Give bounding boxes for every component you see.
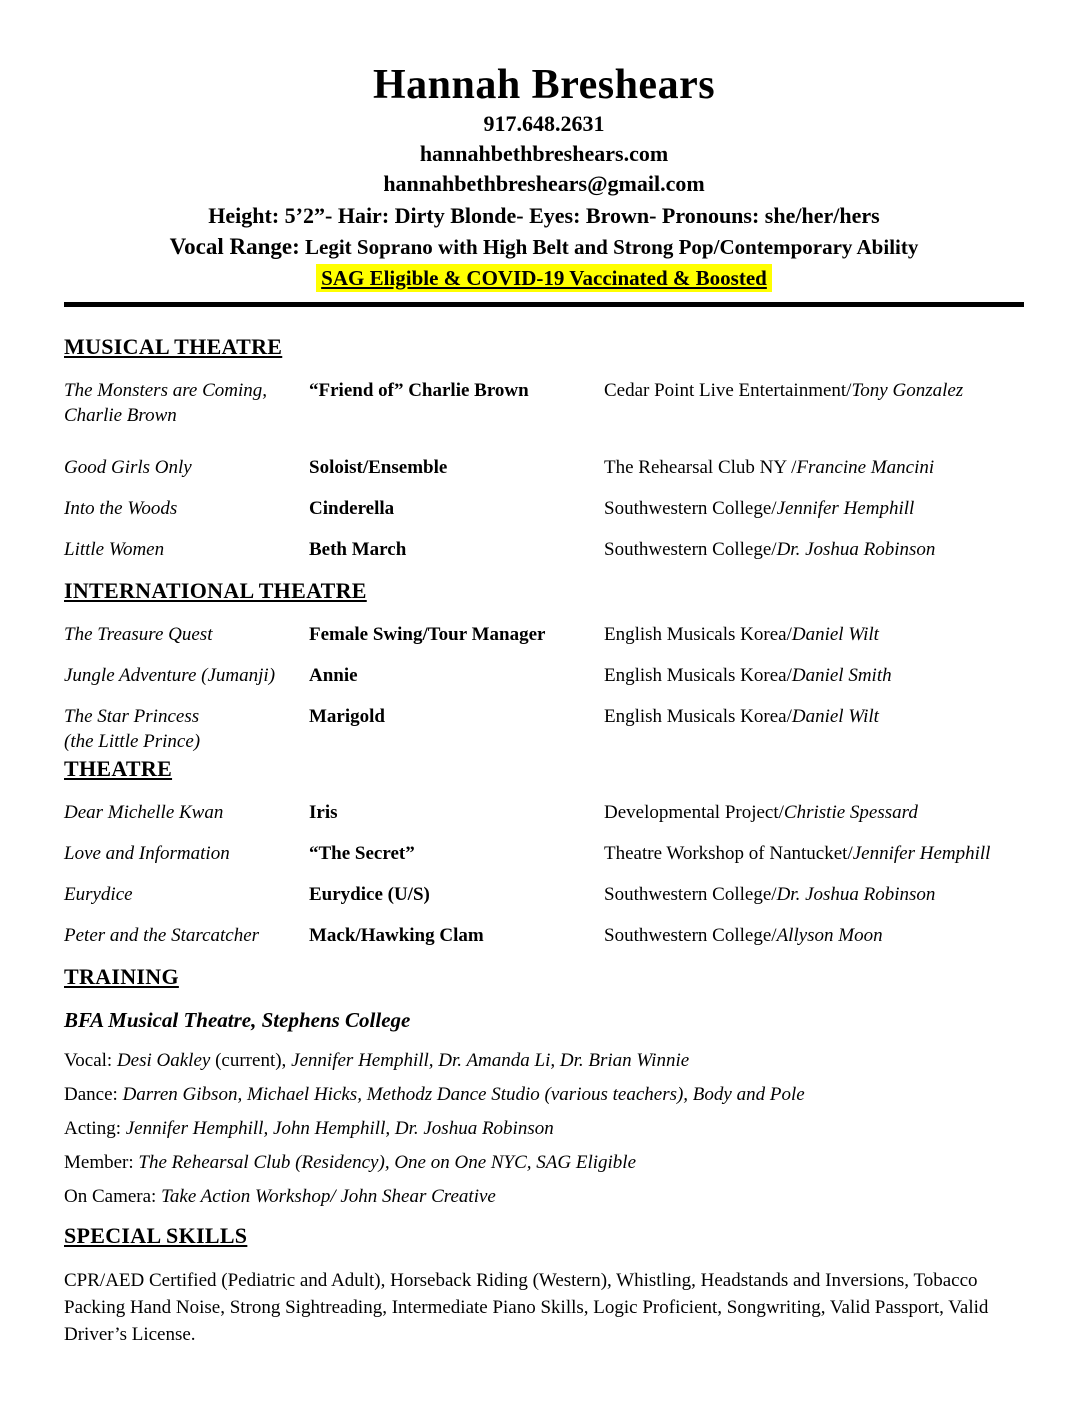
venue: Theatre Workshop of Nantucket/ — [604, 843, 853, 865]
show-title: Jungle Adventure (Jumanji) — [64, 665, 276, 687]
director: Dr. Joshua Robinson — [776, 884, 936, 906]
venue-director — [604, 537, 1024, 562]
vocal-range-line — [64, 232, 1024, 264]
training-names: Jennifer Hemphill, John Hemphill, Dr. Joshua Robinson — [125, 1118, 554, 1140]
role-name: “Friend of” Charlie Brown — [309, 380, 529, 402]
venue: Developmental Project/ — [604, 802, 784, 824]
show-title: The Treasure Quest — [64, 624, 213, 646]
venue-director — [604, 622, 1024, 647]
credit-row — [64, 455, 1024, 480]
role-name: Mack/Hawking Clam — [309, 925, 484, 947]
venue-director — [604, 704, 1024, 754]
credit-row — [64, 663, 1024, 688]
training-line-acting — [64, 1116, 1024, 1141]
section-training — [64, 964, 1024, 1209]
venue-director — [604, 841, 1024, 866]
physical-stats-line: Height: 5’2”- Hair: Dirty Blonde- Eyes: Brown- Pronouns: she/her/hers — [208, 203, 880, 229]
director: Daniel Wilt — [791, 706, 879, 728]
credit-row — [64, 882, 1024, 907]
section-heading-theatre: THEATRE — [64, 756, 173, 782]
venue: Southwestern College/ — [604, 539, 777, 561]
training-names: Darren Gibson, Michael Hicks, Methodz Dance Studio (various teachers), Body and Pole — [122, 1084, 805, 1106]
credit-row — [64, 622, 1024, 647]
training-line-vocal — [64, 1048, 1024, 1073]
venue: Southwestern College/ — [604, 925, 777, 947]
credit-row — [64, 496, 1024, 521]
venue: English Musicals Korea/ — [604, 624, 792, 646]
venue: Southwestern College/ — [604, 884, 777, 906]
training-names: Desi Oakley — [116, 1050, 216, 1072]
show-title: Peter and the Starcatcher — [64, 925, 260, 947]
phone-number: 917.648.2631 — [483, 111, 605, 137]
section-international-theatre — [64, 578, 1024, 754]
venue: The Rehearsal Club NY / — [604, 457, 797, 479]
credit-row — [64, 841, 1024, 866]
role-name: Annie — [309, 665, 358, 687]
credit-row — [64, 800, 1024, 825]
header-divider — [64, 302, 1024, 307]
training-label: Dance: — [64, 1084, 123, 1106]
director: Daniel Wilt — [791, 624, 879, 646]
resume-header — [64, 62, 1024, 307]
venue: English Musicals Korea/ — [604, 706, 792, 728]
director: Christie Spessard — [783, 802, 918, 824]
section-heading-training: TRAINING — [64, 964, 179, 990]
role-name: Soloist/Ensemble — [309, 457, 448, 479]
credit-row — [64, 923, 1024, 948]
section-heading-international-theatre: INTERNATIONAL THEATRE — [64, 578, 367, 604]
venue-director — [604, 800, 1024, 825]
training-names: The Rehearsal Club (Residency), One on One NYC, SAG Eligible — [138, 1152, 637, 1174]
show-line: The Monsters are Coming, — [64, 380, 268, 402]
show-title: Into the Woods — [64, 498, 178, 520]
credit-row — [64, 537, 1024, 562]
venue: Cedar Point Live Entertainment/ — [604, 380, 852, 402]
training-plain: (current), — [215, 1050, 292, 1072]
show-title: Eurydice — [64, 884, 133, 906]
badge-line — [64, 264, 1024, 295]
section-special-skills — [64, 1223, 1024, 1348]
venue-director — [604, 496, 1024, 521]
show-line: Charlie Brown — [64, 405, 177, 427]
show-line: (the Little Prince) — [64, 731, 201, 753]
show-line: The Star Princess — [64, 706, 200, 728]
degree-line: BFA Musical Theatre, Stephens College — [64, 1008, 411, 1033]
venue: Southwestern College/ — [604, 498, 777, 520]
director: Jennifer Hemphill — [852, 843, 991, 865]
show-title: Little Women — [64, 539, 165, 561]
show-title: Dear Michelle Kwan — [64, 802, 224, 824]
training-label: Member: — [64, 1152, 139, 1174]
vocal-range-value: Legit Soprano with High Belt and Strong Pop/Contemporary Ability — [299, 235, 919, 260]
role-name: Beth March — [309, 539, 407, 561]
sag-covid-badge: SAG Eligible & COVID-19 Vaccinated & Boosted — [316, 264, 772, 292]
training-names: Jennifer Hemphill, Dr. Amanda Li, Dr. Brian Winnie — [291, 1050, 690, 1072]
director: Allyson Moon — [776, 925, 883, 947]
venue-director — [604, 663, 1024, 688]
role-name: Cinderella — [309, 498, 395, 520]
training-label: On Camera: — [64, 1186, 162, 1208]
special-skills-text: CPR/AED Certified (Pediatric and Adult), Horseback Riding (Western), Whistling, Headstands and Inversions, Tobacco Packing Hand Noise, Strong Sightreading, Intermediate Piano Skills, Logic Proficient, Songwriting, Valid Passport, Valid Driver’s License. — [64, 1270, 989, 1346]
venue-director — [604, 455, 1024, 480]
director: Tony Gonzalez — [851, 380, 964, 402]
credit-row — [64, 378, 1024, 428]
credit-row — [64, 704, 1024, 754]
training-line-member — [64, 1150, 1024, 1175]
director: Daniel Smith — [791, 665, 892, 687]
section-theatre — [64, 756, 1024, 948]
role-name: Female Swing/Tour Manager — [309, 624, 546, 646]
person-name: Hannah Breshears — [372, 62, 716, 108]
director: Francine Mancini — [796, 457, 935, 479]
director: Jennifer Hemphill — [776, 498, 915, 520]
training-label: Vocal: — [64, 1050, 117, 1072]
email-address: hannahbethbreshears@gmail.com — [383, 171, 705, 197]
website-url: hannahbethbreshears.com — [419, 141, 669, 167]
venue-director — [604, 923, 1024, 948]
director: Dr. Joshua Robinson — [776, 539, 936, 561]
role-name: “The Secret” — [309, 843, 415, 865]
role-name: Iris — [309, 802, 338, 824]
training-line-dance — [64, 1082, 1024, 1107]
show-title: Love and Information — [64, 843, 230, 865]
vocal-range-label: Vocal Range: — [169, 234, 300, 260]
training-label: Acting: — [64, 1118, 126, 1140]
show-title — [64, 378, 309, 428]
show-title — [64, 704, 309, 754]
training-names: Take Action Workshop/ John Shear Creative — [161, 1186, 496, 1208]
venue-director — [604, 882, 1024, 907]
training-line-on-camera — [64, 1184, 1024, 1209]
section-musical-theatre — [64, 334, 1024, 562]
venue-director — [604, 378, 1024, 428]
show-title: Good Girls Only — [64, 457, 192, 479]
venue: English Musicals Korea/ — [604, 665, 792, 687]
section-heading-special-skills: SPECIAL SKILLS — [64, 1223, 248, 1249]
section-heading-musical-theatre: MUSICAL THEATRE — [64, 334, 283, 360]
role-name: Marigold — [309, 706, 385, 728]
role-name: Eurydice (U/S) — [309, 884, 430, 906]
